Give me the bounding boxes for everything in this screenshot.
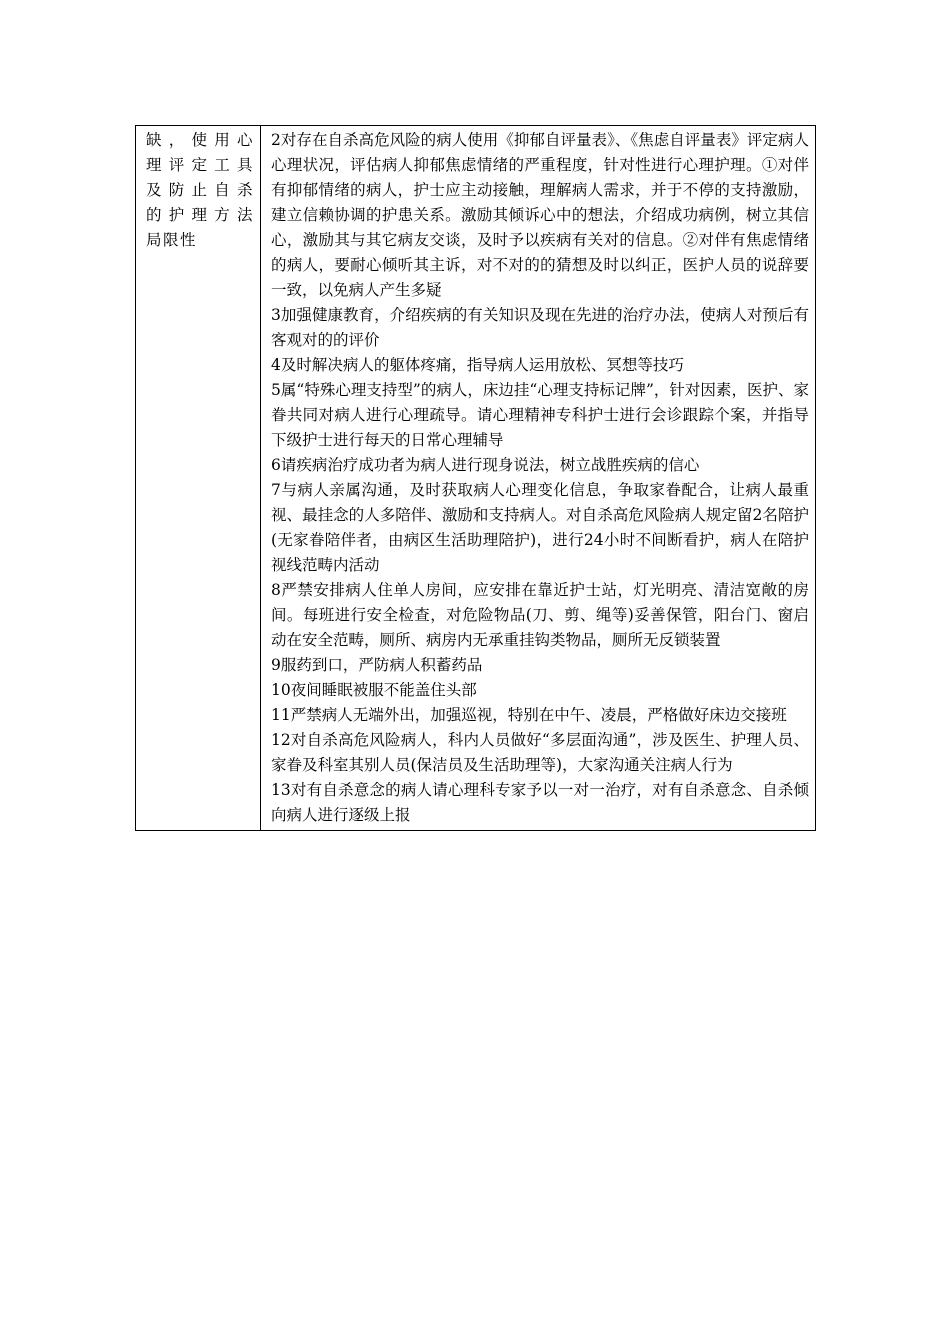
measure-item-11: 11严禁病人无端外出，加强巡视，特别在中午、凌晨，严格做好床边交接班 bbox=[271, 706, 787, 724]
measure-item-12: 12对自杀高危风险病人，科内人员做好“多层面沟通”，涉及医生、护理人员、家眷及科室其别人员(保洁员及生活助理等)，大家沟通关注病人行为 bbox=[271, 731, 809, 774]
left-cell bbox=[136, 126, 261, 831]
measure-item-2: 2对存在自杀高危风险的病人使用《抑郁自评量表》、《焦虑自评量表》评定病人心理状况，评估病人抑郁焦虑情绪的严重程度，针对性进行心理护理。①对伴有抑郁情绪的病人，护士应主动接触，理解病人需求，并于不停的支持激励，建立信赖协调的护患关系。激励其倾诉心中的想法，介绍成功病例，树立其信心，激励其与其它病友交谈，及时予以疾病有关对的信息。②对伴有焦虑情绪的病人，要耐心倾听其主诉，对不对的的猜想及时以纠正，医护人员的说辞要一致，以免病人产生多疑 bbox=[271, 131, 809, 299]
left-cell-line: 理评定工具 bbox=[146, 156, 254, 174]
measure-item-6: 6请疾病治疗成功者为病人进行现身说法，树立战胜疾病的信心 bbox=[271, 456, 700, 474]
measure-item-13: 13对有自杀意念的病人请心理科专家予以一对一治疗，对有自杀意念、自杀倾向病人进行逐级上报 bbox=[271, 781, 809, 824]
measure-item-8: 8严禁安排病人住单人房间，应安排在靠近护士站，灯光明亮、清洁宽敞的房间。每班进行安全检查，对危险物品(刀、剪、绳等)妥善保管，阳台门、窗启动在安全范畴，厕所、病房内无承重挂钩类物品，厕所无反锁装置 bbox=[271, 581, 809, 649]
left-cell-line: 及防止自杀 bbox=[146, 181, 254, 199]
right-cell bbox=[261, 126, 816, 831]
measure-item-10: 10夜间睡眠被服不能盖住头部 bbox=[271, 681, 477, 699]
left-cell-line: 局限性 bbox=[146, 231, 198, 249]
left-cell-line: 的护理方法 bbox=[146, 206, 254, 224]
left-cell-line: 缺，使用心 bbox=[146, 131, 254, 149]
measure-item-3: 3加强健康教育，介绍疾病的有关知识及现在先进的治疗办法，使病人对预后有客观对的的评价 bbox=[271, 306, 809, 349]
table-row bbox=[136, 126, 816, 831]
measure-item-5: 5属“特殊心理支持型”的病人，床边挂“心理支持标记牌”，针对因素，医护、家眷共同对病人进行心理疏导。请心理精神专科护士进行会诊跟踪个案，并指导下级护士进行每天的日常心理辅导 bbox=[271, 381, 809, 449]
nursing-measures-table bbox=[135, 125, 816, 831]
measure-item-4: 4及时解决病人的躯体疼痛，指导病人运用放松、冥想等技巧 bbox=[271, 356, 684, 374]
measure-item-9: 9服药到口，严防病人积蓄药品 bbox=[271, 656, 483, 674]
measure-item-7: 7与病人亲属沟通，及时获取病人心理变化信息，争取家眷配合，让病人最重视、最挂念的人多陪伴、激励和支持病人。对自杀高危风险病人规定留2名陪护(无家眷陪伴者，由病区生活助理陪护)，进行24小时不间断看护，病人在陪护视线范畴内活动 bbox=[271, 481, 809, 574]
